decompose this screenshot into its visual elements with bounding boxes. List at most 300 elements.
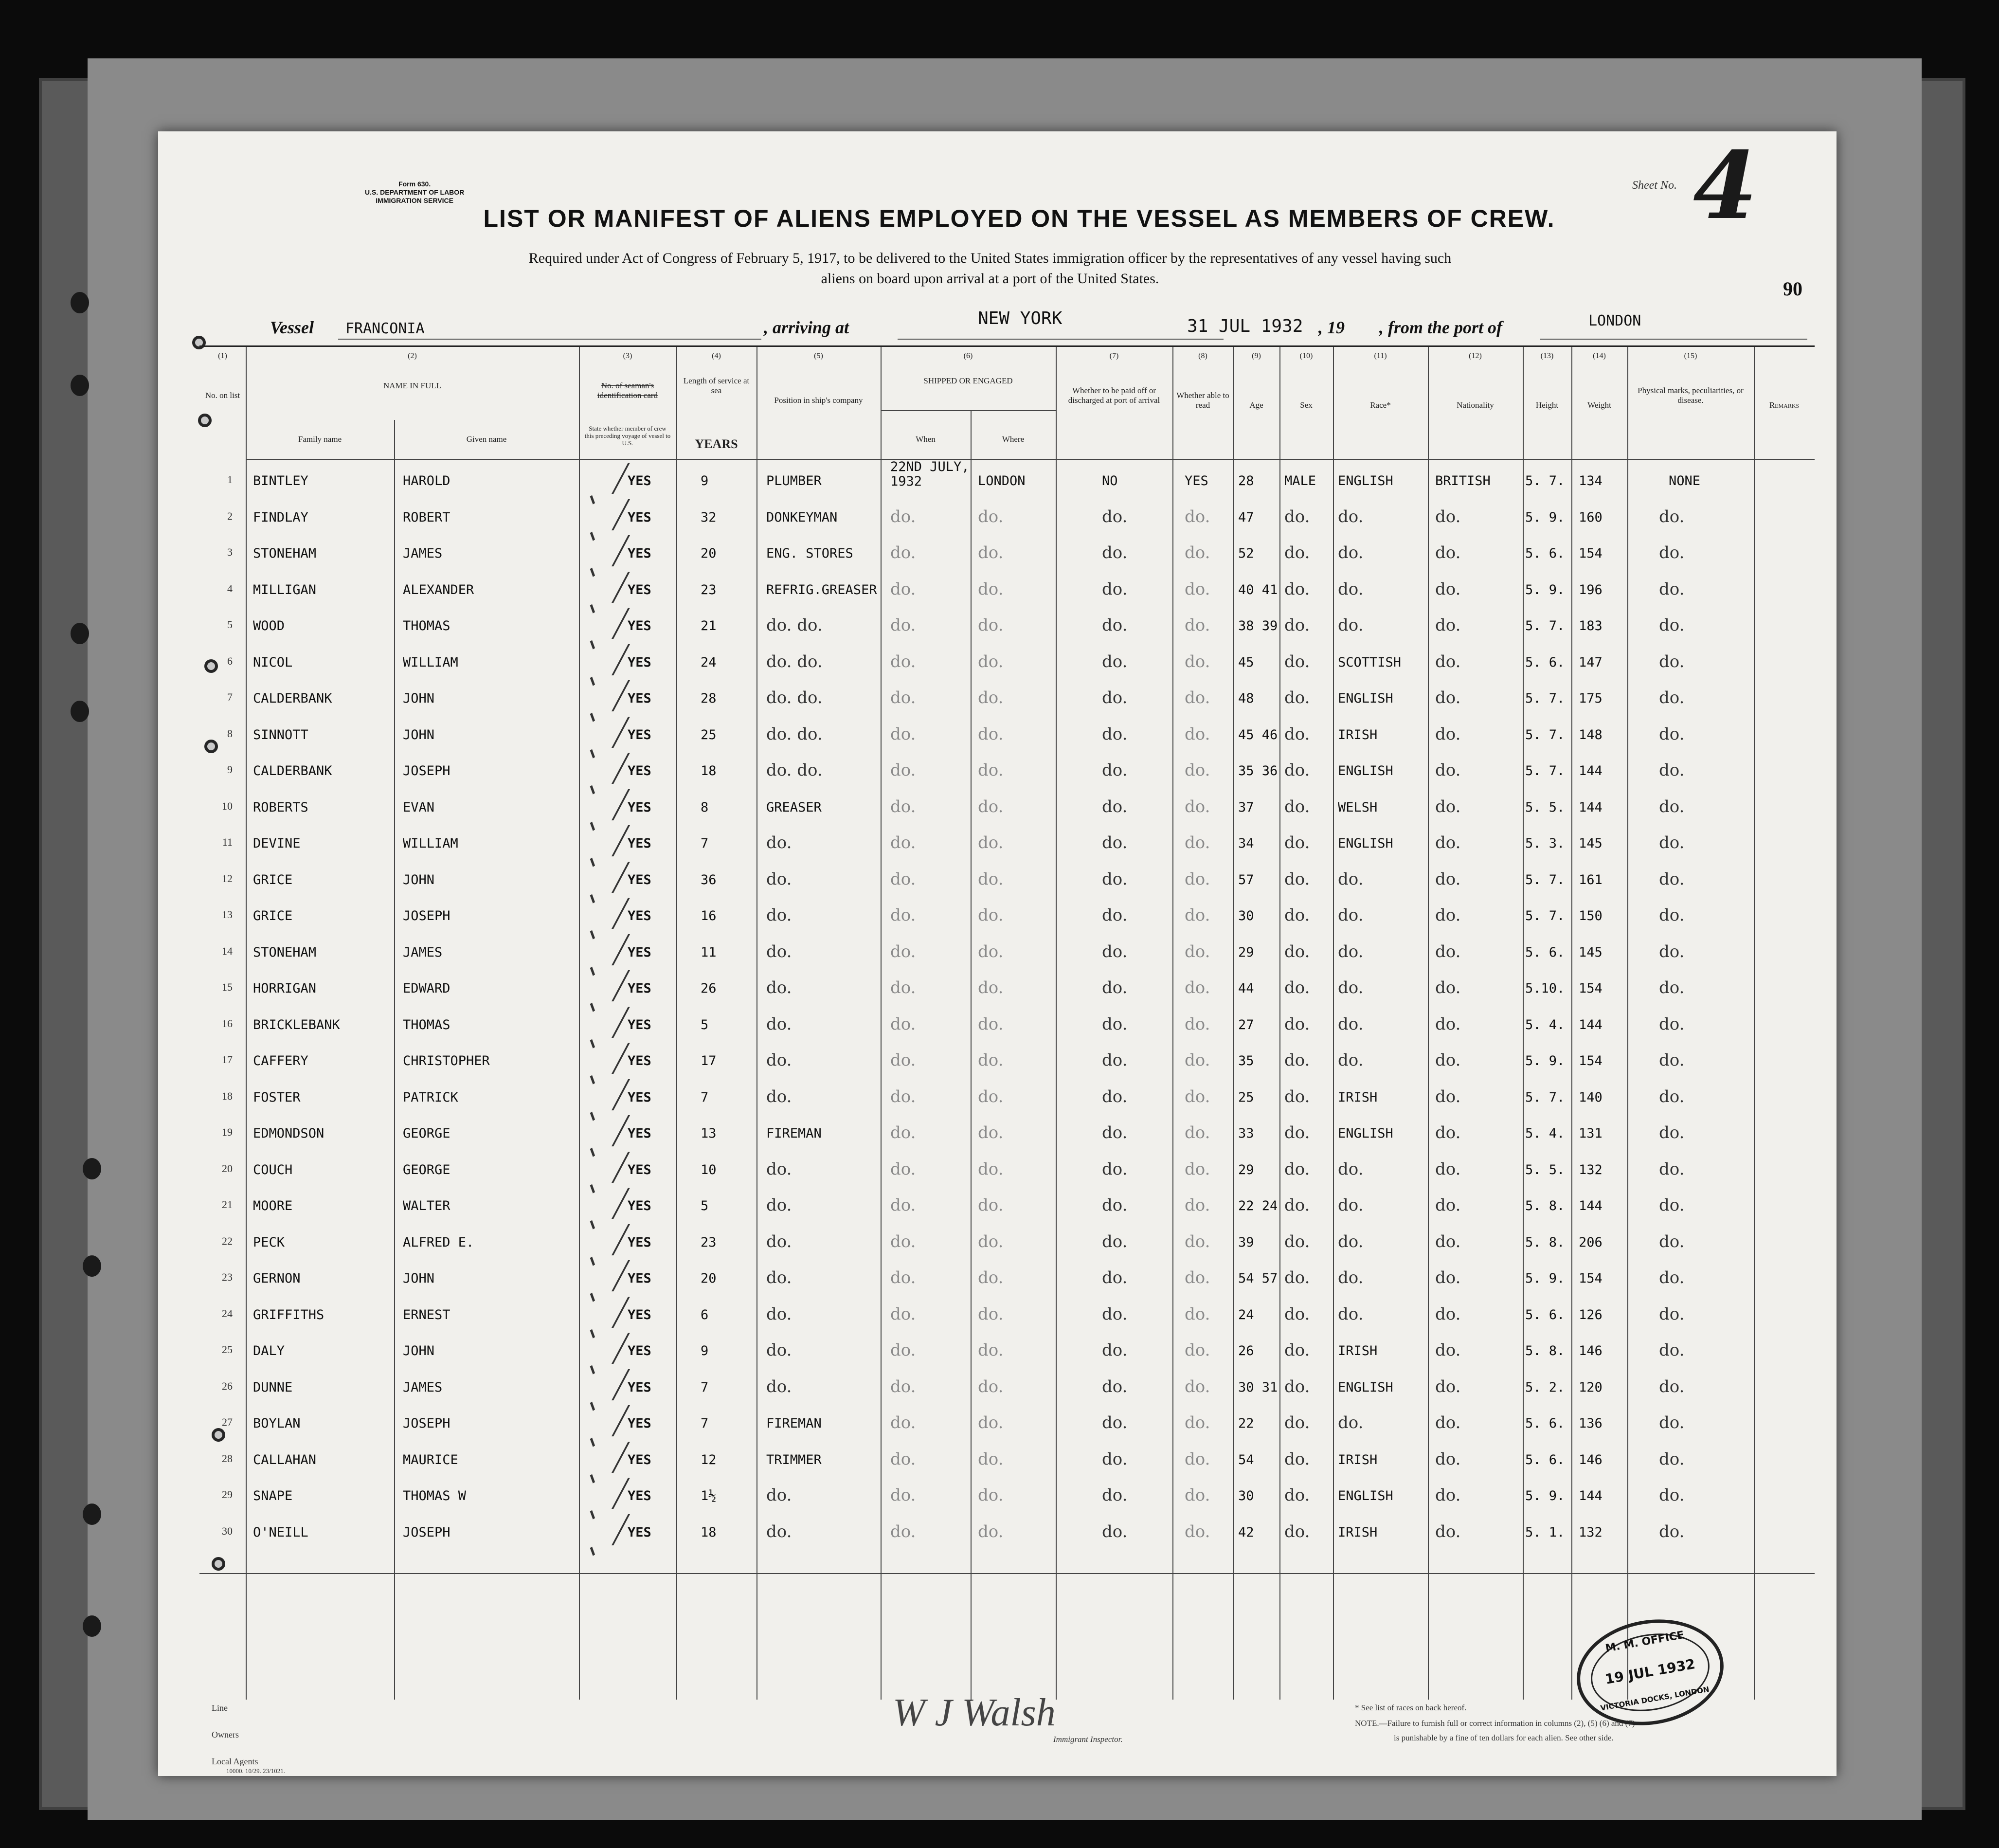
shipped-when: 22ND JULY, 1932 [890,459,970,489]
shipped-where: do. [978,543,1004,562]
shipped-when: do. [890,1123,916,1142]
shipped-when: do. [890,1051,916,1070]
row-number: 16 [222,1017,233,1030]
shipped-when: do. [890,1486,916,1505]
sex: do. [1284,616,1310,635]
header-family-name: Family name [298,435,342,444]
nationality: do. [1435,761,1461,780]
age: 45 46 [1238,727,1278,743]
height: 5. 8. [1525,1234,1565,1250]
shipped-where: do. [978,1268,1004,1287]
prev-voyage: YES [628,1234,651,1250]
physical-marks: do. [1659,1196,1685,1215]
header-no-on-list: No. on list [205,391,240,400]
shipped-where: do. [978,1304,1004,1324]
race: do. [1338,906,1364,925]
paid-off: do. [1102,761,1128,780]
height: 5. 7. [1525,691,1565,706]
height: 5. 4. [1525,1126,1565,1141]
department: U.S. DEPARTMENT OF LABOR [365,188,465,196]
position: do. [766,906,792,925]
header-position: Position in ship's company [774,396,863,405]
shipped-when: do. [890,1232,916,1251]
given-name: JOHN [403,872,435,888]
physical-marks: do. [1659,942,1685,961]
nationality: do. [1435,797,1461,816]
race: IRISH [1338,1089,1378,1105]
footer-local-agents: Local Agents [212,1757,258,1766]
shipped-where: do. [978,1522,1004,1541]
nationality: do. [1435,652,1461,671]
able-to-read: do. [1185,1232,1210,1251]
shipped-where: do. [978,507,1004,526]
manifest-table [199,345,1815,1700]
given-name: JOSEPH [403,763,450,779]
physical-marks: do. [1659,579,1685,599]
header-race: Race* [1370,400,1391,410]
header-shipped: SHIPPED OR ENGAGED [923,376,1013,385]
given-name: JAMES [403,944,443,960]
prev-voyage: YES [628,691,651,706]
weight: 120 [1579,1379,1603,1395]
height: 5. 8. [1525,1343,1565,1359]
row-number: 4 [227,582,233,595]
note-line-1: NOTE.—Failure to furnish full or correct information in columns (2), (5) (6) and (7) [1355,1719,1635,1728]
physical-marks: do. [1659,1159,1685,1179]
service-years: 18 [701,1524,717,1540]
prev-voyage: YES [628,944,651,960]
prev-voyage: YES [628,1162,651,1178]
physical-marks: do. [1659,1232,1685,1251]
row-number: 6 [227,654,233,667]
col-number: (12) [1469,352,1482,360]
family-name: EDMONDSON [253,1126,324,1141]
service-years: 13 [701,1126,717,1141]
service-years: 20 [701,546,717,561]
row-number: 12 [222,872,233,885]
col-divider [676,347,677,1700]
position: do. do. [766,652,823,671]
inspector-title: Immigrant Inspector. [1053,1735,1123,1744]
inspector-signature: W J Walsh [893,1691,1056,1734]
row-number: 17 [222,1053,233,1066]
age: 27 [1238,1017,1254,1033]
nationality: do. [1435,1304,1461,1324]
position: do. [766,1159,792,1179]
row-number: 20 [222,1162,233,1175]
able-to-read: do. [1185,833,1210,852]
height: 5. 6. [1525,654,1565,670]
year-label: , 19 [1318,318,1345,337]
weight: 150 [1579,908,1603,924]
table-bottom-rule [199,1573,1815,1574]
paid-off: do. [1102,688,1128,707]
sex: do. [1284,869,1310,889]
row-number: 22 [222,1234,233,1247]
sex: do. [1284,1232,1310,1251]
physical-marks: do. [1659,761,1685,780]
shipped-where: do. [978,1486,1004,1505]
prev-voyage: YES [628,546,651,561]
family-name: SNAPE [253,1488,293,1504]
header-length-service: Length of service at sea [683,376,750,395]
paid-off: do. [1102,978,1128,997]
race: do. [1338,1232,1364,1251]
weight: 183 [1579,618,1603,634]
nationality: do. [1435,1268,1461,1287]
height: 5. 9. [1525,1488,1565,1504]
service-years: 21 [701,618,717,634]
able-to-read: do. [1185,869,1210,889]
age: 34 [1238,836,1254,851]
shipped-where: do. [978,1449,1004,1469]
shipped-where: LONDON [978,473,1026,489]
position: do. [766,1196,792,1215]
row-number: 23 [222,1271,233,1283]
height: 5. 7. [1525,727,1565,743]
col-divider [1627,347,1628,1700]
punch-hole [83,1158,101,1179]
shipped-where: do. [978,724,1004,744]
sex: do. [1284,906,1310,925]
family-name: CALDERBANK [253,763,332,779]
row-number: 2 [227,509,233,522]
nationality: do. [1435,579,1461,599]
nationality: do. [1435,978,1461,997]
shipped-when: do. [890,1413,916,1432]
race: ENGLISH [1338,691,1393,706]
service-years: 16 [701,908,717,924]
shipped-when: do. [890,833,916,852]
family-name: CAFFERY [253,1053,308,1069]
family-name: BOYLAN [253,1416,301,1431]
race: do. [1338,942,1364,961]
weight: 144 [1579,799,1603,815]
able-to-read: do. [1185,797,1210,816]
age: 37 [1238,799,1254,815]
col-divider [1172,347,1173,1700]
service-years: 6 [701,1307,709,1323]
age: 42 [1238,1524,1254,1540]
race: do. [1338,1159,1364,1179]
row-number: 30 [222,1524,233,1537]
age: 39 [1238,1234,1254,1250]
family-name: GRICE [253,908,293,924]
prev-voyage: YES [628,799,651,815]
header-given-name: Given name [466,435,507,444]
shipped-when: do. [890,1449,916,1469]
race: ENGLISH [1338,836,1393,851]
family-name: STONEHAM [253,944,317,960]
given-name: THOMAS [403,1017,450,1033]
prev-voyage: YES [628,908,651,924]
age: 54 57 [1238,1271,1278,1286]
able-to-read: do. [1185,1123,1210,1142]
col-divider [1056,347,1057,1700]
col-divider [1523,347,1524,1700]
weight: 154 [1579,1053,1603,1069]
race: do. [1338,1014,1364,1034]
height: 5. 6. [1525,1452,1565,1468]
race: ENGLISH [1338,473,1393,489]
family-name: MOORE [253,1198,293,1214]
check-mark [595,717,630,748]
family-name: GERNON [253,1271,301,1286]
prev-voyage: YES [628,654,651,670]
sex: do. [1284,1449,1310,1469]
col-number: (9) [1252,352,1261,360]
weight: 144 [1579,763,1603,779]
age: 45 [1238,654,1254,670]
paid-off: do. [1102,1123,1128,1142]
punch-hole [71,292,89,313]
sex: do. [1284,1014,1310,1034]
service-years: 24 [701,654,717,670]
check-mark [595,535,630,566]
shipped-where: do. [978,1087,1004,1106]
col-divider [1233,347,1234,1700]
nationality: do. [1435,616,1461,635]
height: 5. 9. [1525,1271,1565,1286]
nationality: do. [1435,1196,1461,1215]
voyage-line [265,308,1822,341]
weight: 160 [1579,509,1603,525]
age: 28 [1238,473,1254,489]
physical-marks: do. [1659,869,1685,889]
paid-off: do. [1102,1087,1128,1106]
able-to-read: do. [1185,978,1210,997]
height: 5. 1. [1525,1524,1565,1540]
able-to-read: YES [1185,473,1208,489]
nationality: do. [1435,724,1461,744]
able-to-read: do. [1185,1341,1210,1360]
able-to-read: do. [1185,1449,1210,1469]
row-number: 11 [222,836,233,848]
shipped-where: do. [978,869,1004,889]
service-years: 28 [701,691,717,706]
check-mark [595,1260,630,1291]
age: 30 31 [1238,1379,1278,1395]
sex: do. [1284,1486,1310,1505]
check-mark [595,1043,630,1074]
weight: 144 [1579,1488,1603,1504]
able-to-read: do. [1185,507,1210,526]
able-to-read: do. [1185,1413,1210,1432]
given-name: EVAN [403,799,435,815]
note-races: * See list of races on back hereof. [1355,1703,1467,1712]
nationality: do. [1435,1014,1461,1034]
age: 44 [1238,981,1254,996]
race: do. [1338,1304,1364,1324]
height: 5. 5. [1525,1162,1565,1178]
paid-off: do. [1102,1196,1128,1215]
given-name: JOHN [403,1271,435,1286]
punch-hole [83,1615,101,1637]
age: 24 [1238,1307,1254,1323]
header-able-read: Whether able to read [1176,391,1229,410]
check-mark [595,789,630,820]
able-to-read: do. [1185,652,1210,671]
service-years: 18 [701,763,717,779]
family-name: MILLIGAN [253,582,317,598]
nationality: do. [1435,507,1461,526]
able-to-read: do. [1185,1051,1210,1070]
height: 5. 5. [1525,799,1565,815]
printer-mark: 10000. 10/29. 23/1021. [226,1767,285,1775]
sex: do. [1284,1123,1310,1142]
header-sex: Sex [1300,400,1313,410]
check-mark [595,1514,630,1545]
nationality: do. [1435,833,1461,852]
punch-hole [83,1504,101,1525]
race: SCOTTISH [1338,654,1402,670]
check-mark [595,1152,630,1183]
punch-hole [71,701,89,722]
paid-off: do. [1102,1232,1128,1251]
position: do. [766,1087,792,1106]
age: 35 [1238,1053,1254,1069]
able-to-read: do. [1185,724,1210,744]
col-number: (1) [218,352,227,360]
age: 35 36 [1238,763,1278,779]
family-name: PECK [253,1234,285,1250]
physical-marks: do. [1659,1486,1685,1505]
given-name: JAMES [403,546,443,561]
nationality: do. [1435,1232,1461,1251]
check-mark [595,753,630,784]
service-years: 8 [701,799,709,815]
check-mark [595,463,630,494]
stamp-top: M. M. OFFICE [1604,1629,1685,1655]
race: do. [1338,1413,1364,1432]
shipped-when: do. [890,942,916,961]
family-name: FOSTER [253,1089,301,1105]
nationality: do. [1435,1449,1461,1469]
height: 5. 4. [1525,1017,1565,1033]
physical-marks: do. [1659,833,1685,852]
race: IRISH [1338,1452,1378,1468]
given-name: ALFRED E. [403,1234,474,1250]
family-name: ROBERTS [253,799,308,815]
height: 5. 6. [1525,546,1565,561]
height: 5. 3. [1525,836,1565,851]
requirement-line-2: aliens on board upon arrival at a port of the United States. [821,271,1159,287]
position: DONKEYMAN [766,509,838,525]
given-name: ALEXANDER [403,582,474,598]
race: do. [1338,507,1364,526]
family-name: CALLAHAN [253,1452,317,1468]
able-to-read: do. [1185,1268,1210,1287]
header-weight: Weight [1587,400,1611,410]
physical-marks: do. [1659,1268,1685,1287]
check-mark [595,934,630,965]
paid-off: do. [1102,797,1128,816]
shipped-where: do. [978,906,1004,925]
requirement-line-1: Required under Act of Congress of February 5, 1917, to be delivered to the United States immigration officer by the representatives of any vessel having such [528,250,1452,266]
col-number: (4) [712,352,721,360]
note-line-2: is punishable by a fine of ten dollars for each alien. See other side. [1394,1733,1614,1742]
shipped-where: do. [978,1196,1004,1215]
check-mark [595,1405,630,1436]
race: ENGLISH [1338,1126,1393,1141]
requirement-text [285,248,1695,289]
physical-marks: do. [1659,1051,1685,1070]
arriving-label: , arriving at [764,318,849,337]
col-number: (5) [814,352,823,360]
position: do. [766,1232,792,1251]
shipped-where: do. [978,942,1004,961]
age: 47 [1238,509,1254,525]
shipped-where: do. [978,1377,1004,1396]
sex: do. [1284,942,1310,961]
able-to-read: do. [1185,1304,1210,1324]
prev-voyage: YES [628,872,651,888]
nationality: do. [1435,1486,1461,1505]
page-number: 90 [1783,278,1802,300]
row-number: 10 [222,799,233,812]
prev-voyage: YES [628,1524,651,1540]
physical-marks: do. [1659,652,1685,671]
height: 5. 9. [1525,509,1565,525]
row-number: 8 [227,727,233,740]
given-name: JOSEPH [403,1524,450,1540]
weight: 206 [1579,1234,1603,1250]
shipped-when: do. [890,1196,916,1215]
sex: do. [1284,1413,1310,1432]
height: 5. 8. [1525,1198,1565,1214]
header-name-in-full: NAME IN FULL [383,381,441,390]
age: 57 [1238,872,1254,888]
physical-marks: do. [1659,507,1685,526]
col-number: (3) [623,352,632,360]
row-number: 29 [222,1488,233,1501]
row-number: 1 [227,473,233,486]
sex: do. [1284,1268,1310,1287]
sex: do. [1284,543,1310,562]
physical-marks: do. [1659,1087,1685,1106]
shipped-where: do. [978,1123,1004,1142]
check-mark [595,1115,630,1146]
paid-off: NO [1102,473,1118,489]
service-years: 5 [701,1017,709,1033]
family-name: GRICE [253,872,293,888]
physical-marks: NONE [1669,473,1701,489]
shipped-when: do. [890,1341,916,1360]
from-port: LONDON [1588,312,1641,329]
paid-off: do. [1102,1268,1128,1287]
height: 5. 7. [1525,1089,1565,1105]
col-number: (6) [963,352,973,360]
check-mark [595,1442,630,1473]
header-physical-marks: Physical marks, peculiarities, or disease. [1638,386,1744,405]
family-name: FINDLAY [253,509,308,525]
physical-marks: do. [1659,1341,1685,1360]
sex: do. [1284,1377,1310,1396]
header-divider [246,459,1815,460]
service-years: 7 [701,1089,709,1105]
col-number: (10) [1299,352,1313,360]
row-number: 26 [222,1379,233,1392]
height: 5. 9. [1525,1053,1565,1069]
family-name: WOOD [253,618,285,634]
shipped-where: do. [978,616,1004,635]
given-name: JAMES [403,1379,443,1395]
shipped-where: do. [978,978,1004,997]
able-to-read: do. [1185,942,1210,961]
weight: 144 [1579,1198,1603,1214]
given-name: MAURICE [403,1452,458,1468]
sex: do. [1284,797,1310,816]
